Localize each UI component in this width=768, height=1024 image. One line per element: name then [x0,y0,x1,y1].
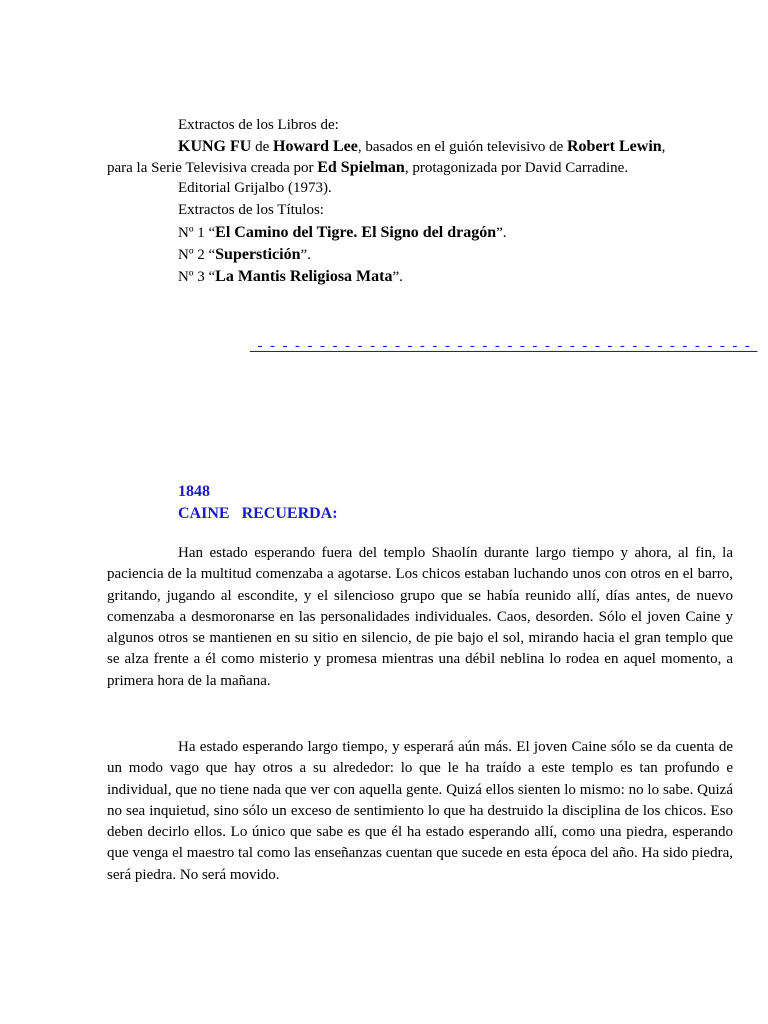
intro-line-3-pre: para la Serie Televisiva creada por [107,160,318,176]
paragraph-2: Ha estado esperando largo tiempo, y esperará aún más. El joven Caine sólo se da cuenta de un modo vago que hay otros a su alrededor: lo que le ha traído a este templo es tan profundo e individual, que no tiene nada que ver con aquella gente. Quizá ellos sienten lo mismo: no lo sabe. Quizá no sea inquietud, sino sólo un exceso de sentimiento lo que ha destruido la disciplina de los chicos. Eso deben decirlo ellos. Lo único que sabe es que él ha estado esperando allí, como una piedra, esperando que venga el maestro tal como las enseñanzas cuentan que sucede en esta época del año. Ha sido piedra, será piedra. No será movido. [107,739,733,883]
title-item-1-title: El Camino del Tigre. El Signo del dragón [215,224,497,241]
title-item-3-num: Nº 3 “ [178,269,216,285]
title-item-1-num: Nº 1 “ [178,225,216,241]
title-item-2-close: ”. [300,247,311,263]
title-item-2 [178,244,311,266]
intro-line-2 [178,136,665,158]
title-item-1 [178,222,507,244]
section-title: CAINE RECUERDA: [178,505,338,522]
separator-line: _-_-_-_-_-_-_-_-_-_-_-_-_-_-_-_-_-_-_-_-_-_-_-_-_-_-_-_-_-_-_-_-_-_-_-_-_-_-_-_-_ [250,338,758,354]
writer-name: Robert Lewin [567,138,662,155]
creator-name: Ed Spielman [317,159,405,176]
intro-line-4: Editorial Grijalbo (1973). [178,180,332,196]
title-item-2-num: Nº 2 “ [178,247,216,263]
intro-line-5: Extractos de los Títulos: [178,202,324,218]
title-item-3 [178,266,403,288]
author-name: Howard Lee [273,138,358,155]
intro-line-3-post: , protagonizada por David Carradine. [404,160,629,176]
title-item-3-title: La Mantis Religiosa Mata [215,268,393,285]
intro-line-1: Extractos de los Libros de: [178,117,339,133]
title-item-3-close: ”. [392,269,403,285]
intro-line-3 [107,157,628,179]
connector-de: de [251,139,273,155]
book-title: KUNG FU [178,138,252,155]
paragraph-1: Han estado esperando fuera del templo Shaolín durante largo tiempo y ahora, al fin, la paciencia de la multitud comenzaba a agotarse. Los chicos estaban luchando unos con otros en el barro, gritando, jugando al escondite, y el silencioso grupo que se había reunido allí, días antes, de nuevo comenzaba a desmoronarse en las personalidades individuales. Caos, desorden. Sólo el joven Caine y algunos otros se mantienen en su sitio en silencio, de pie bajo el sol, mirando hacia el gran templo que se alza frente a él como misterio y promesa mientras una débil neblina lo rodea en aquel momento, a primera hora de la mañana. [107,545,733,689]
intro-line-2-end: , [661,139,666,155]
title-item-1-close: ”. [496,225,507,241]
title-item-2-title: Superstición [215,246,301,263]
section-year: 1848 [178,483,210,500]
intro-line-2-mid: , basados en el guión televisivo de [357,139,567,155]
